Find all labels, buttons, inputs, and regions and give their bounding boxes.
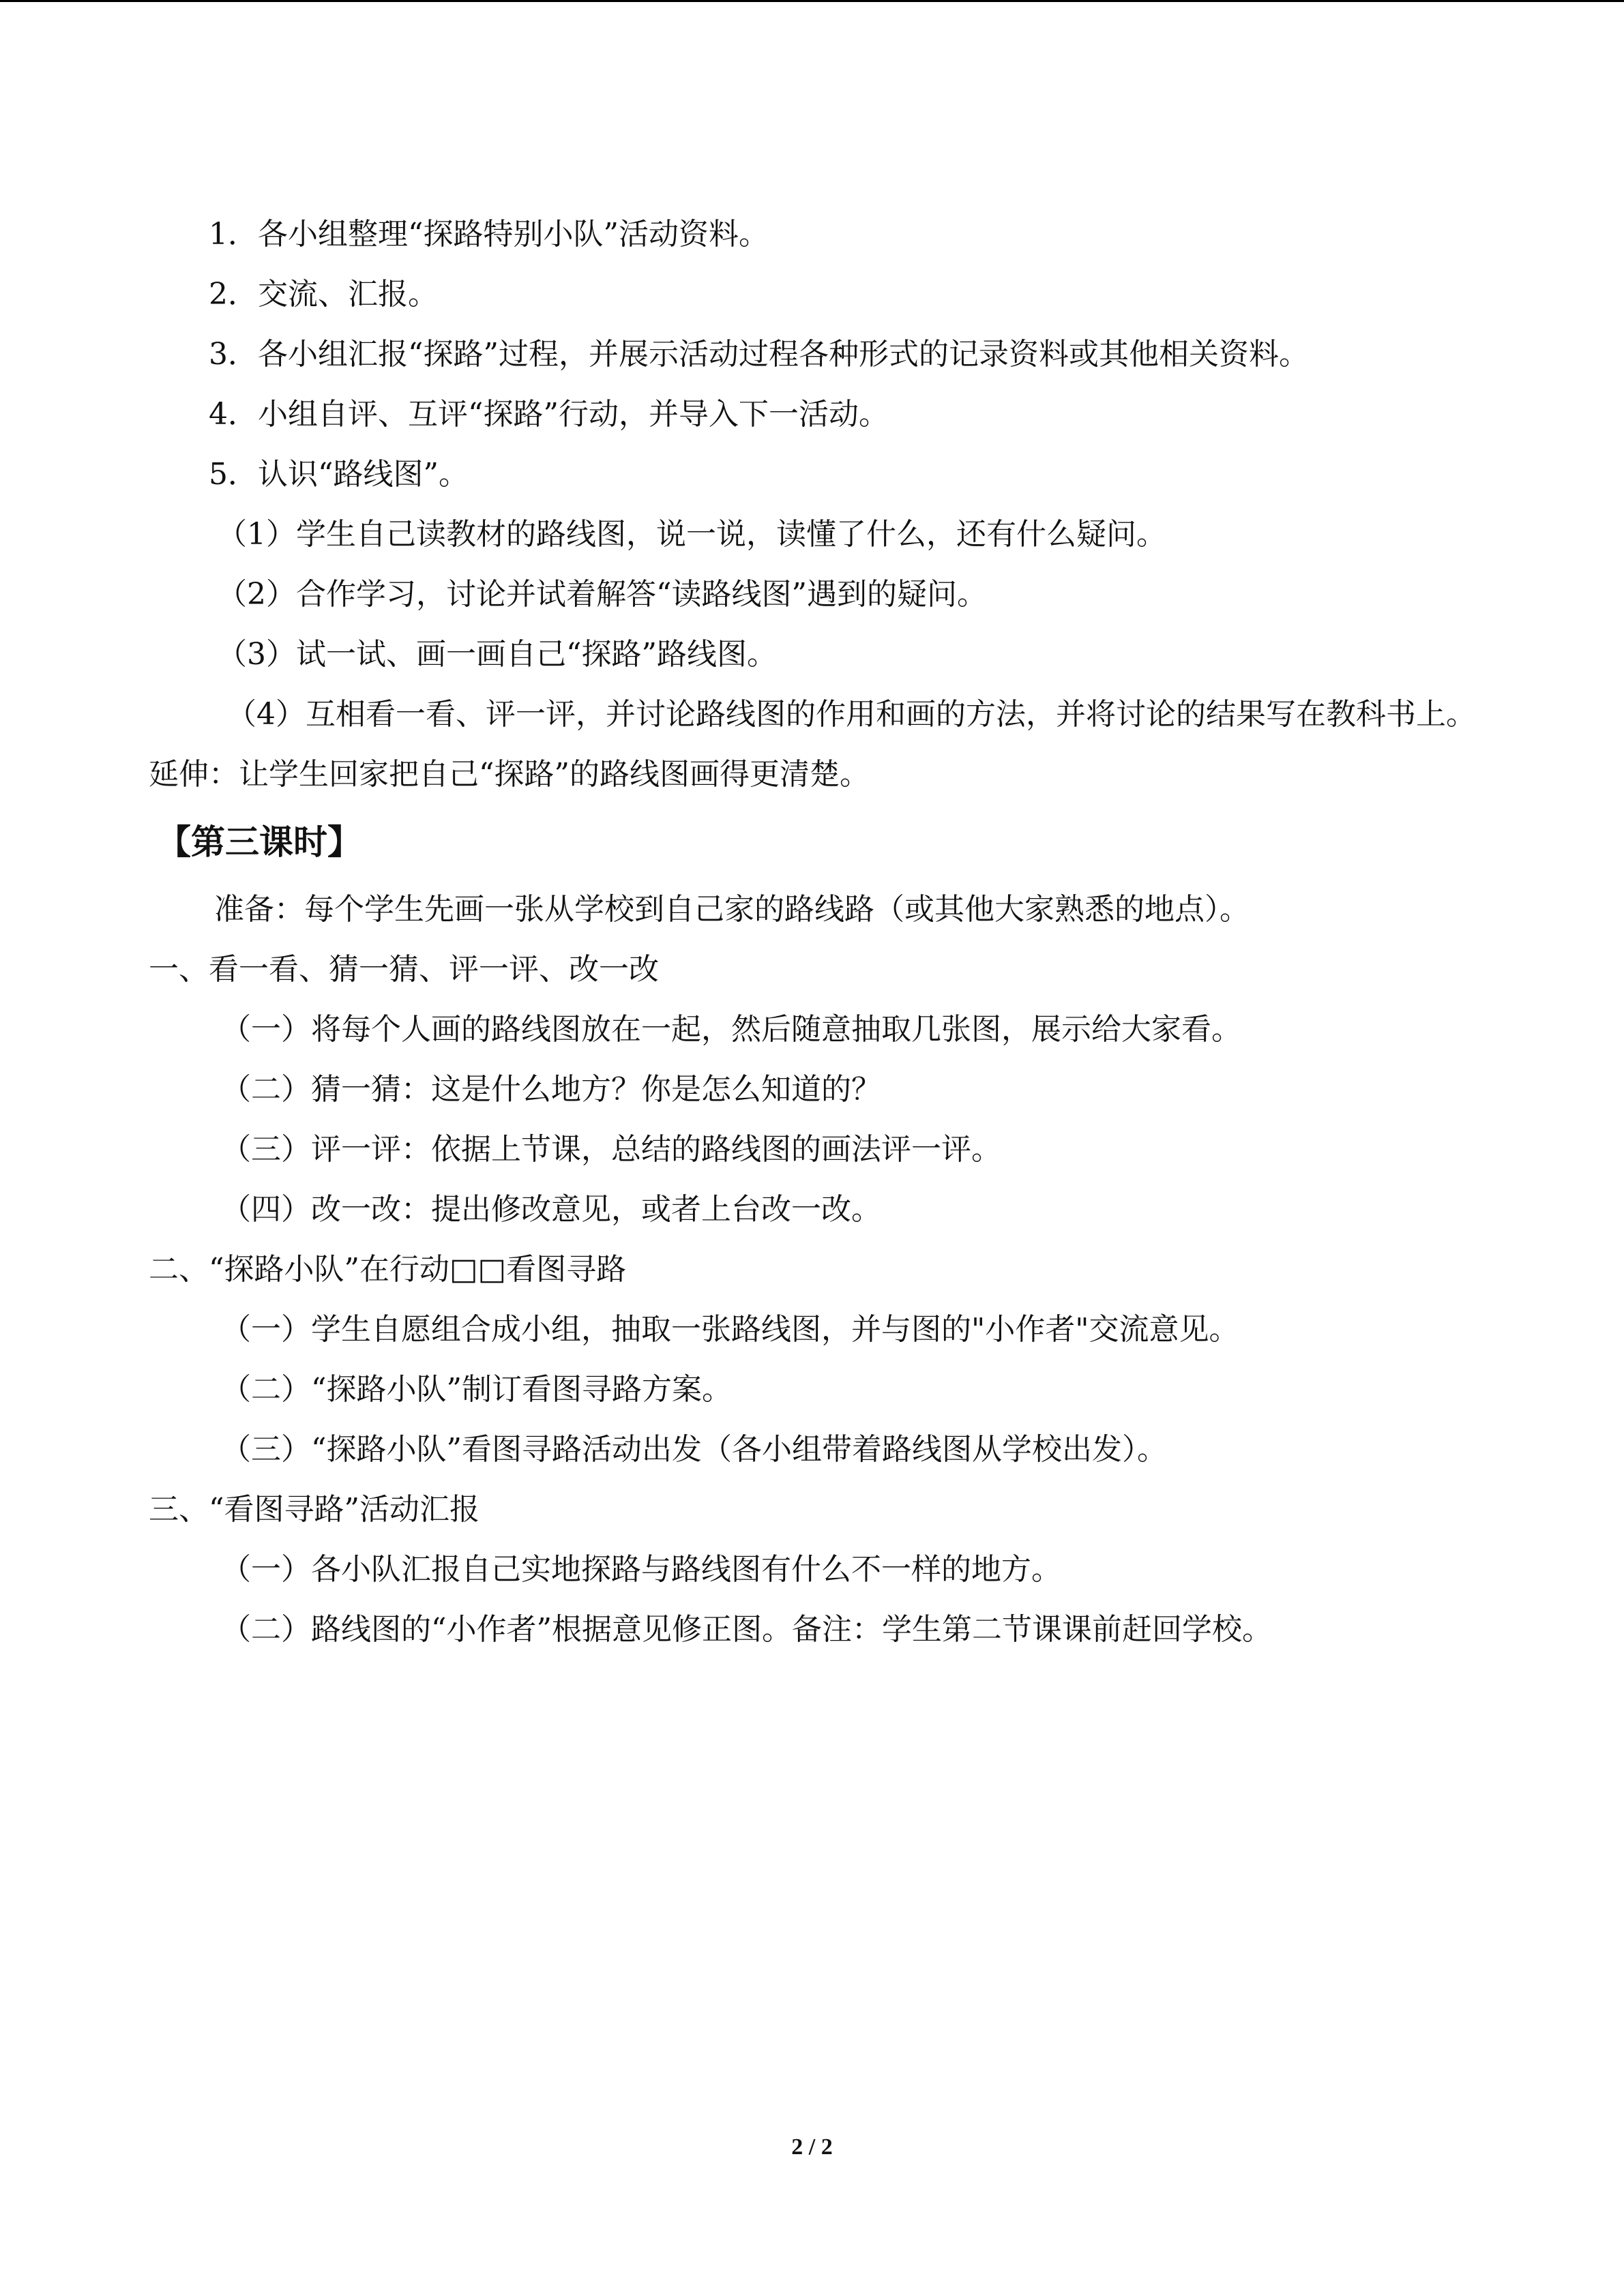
step-3: 3．各小组汇报“探路”过程，并展示活动过程各种形式的记录资料或其他相关资料。 <box>209 337 1309 372</box>
part-1-item: （四）改一改：提出修改意见，或者上台改一改。 <box>221 1192 881 1227</box>
sub-step-4-text: （4）互相看一看、评一评，并讨论路线图的作用和画的方法，并将讨论的结果写在教科书上。延伸：让学生回家把自己“探路”的路线图画得更清楚。 <box>149 697 1476 792</box>
part-3-item: （一）各小队汇报自己实地探路与路线图有什么不一样的地方。 <box>221 1552 1061 1587</box>
part-2-item: （一）学生自愿组合成小组，抽取一张路线图，并与图的"小作者"交流意见。 <box>221 1312 1239 1347</box>
sub-step-2: （2）合作学习，讨论并试着解答“读路线图”遇到的疑问。 <box>217 577 987 612</box>
part-2-item: （三）“探路小队”看图寻路活动出发（各小组带着路线图从学校出发）。 <box>221 1432 1167 1467</box>
page-number: 2 / 2 <box>791 2134 833 2160</box>
part-2-heading: 二、“探路小队”在行动□□看图寻路 <box>149 1252 627 1287</box>
step-4: 4．小组自评、互评“探路”行动，并导入下一活动。 <box>209 397 889 432</box>
section-title-lesson-3: 【第三课时】 <box>157 822 361 862</box>
part-1-item: （一）将每个人画的路线图放在一起，然后随意抽取几张图，展示给大家看。 <box>221 1012 1241 1047</box>
top-border-line <box>0 0 1624 2</box>
part-2-item: （二）“探路小队”制订看图寻路方案。 <box>221 1372 732 1407</box>
sub-step-4-paragraph <box>149 685 1482 805</box>
part-3-item: （二）路线图的“小作者”根据意见修正图。备注：学生第二节课课前赶回学校。 <box>221 1612 1272 1647</box>
sub-step-3: （3）试一试、画一画自己“探路”路线图。 <box>217 637 777 672</box>
document-body <box>149 205 1482 1660</box>
part-1-item: （二）猜一猜：这是什么地方？你是怎么知道的？ <box>221 1072 881 1107</box>
step-1: 1．各小组整理“探路特别小队”活动资料。 <box>209 217 769 252</box>
step-2: 2．交流、汇报。 <box>209 277 438 312</box>
step-5: 5．认识“路线图”。 <box>209 457 469 492</box>
part-1-item: （三）评一评：依据上节课，总结的路线图的画法评一评。 <box>221 1132 1001 1167</box>
sub-step-1: （1）学生自己读教材的路线图，说一说，读懂了什么，还有什么疑问。 <box>217 517 1166 552</box>
part-3-heading: 三、“看图寻路”活动汇报 <box>149 1492 479 1527</box>
preparation-note: 准备：每个学生先画一张从学校到自己家的路线路（或其他大家熟悉的地点）。 <box>214 892 1250 927</box>
part-1-heading: 一、看一看、猜一猜、评一评、改一改 <box>149 952 659 987</box>
